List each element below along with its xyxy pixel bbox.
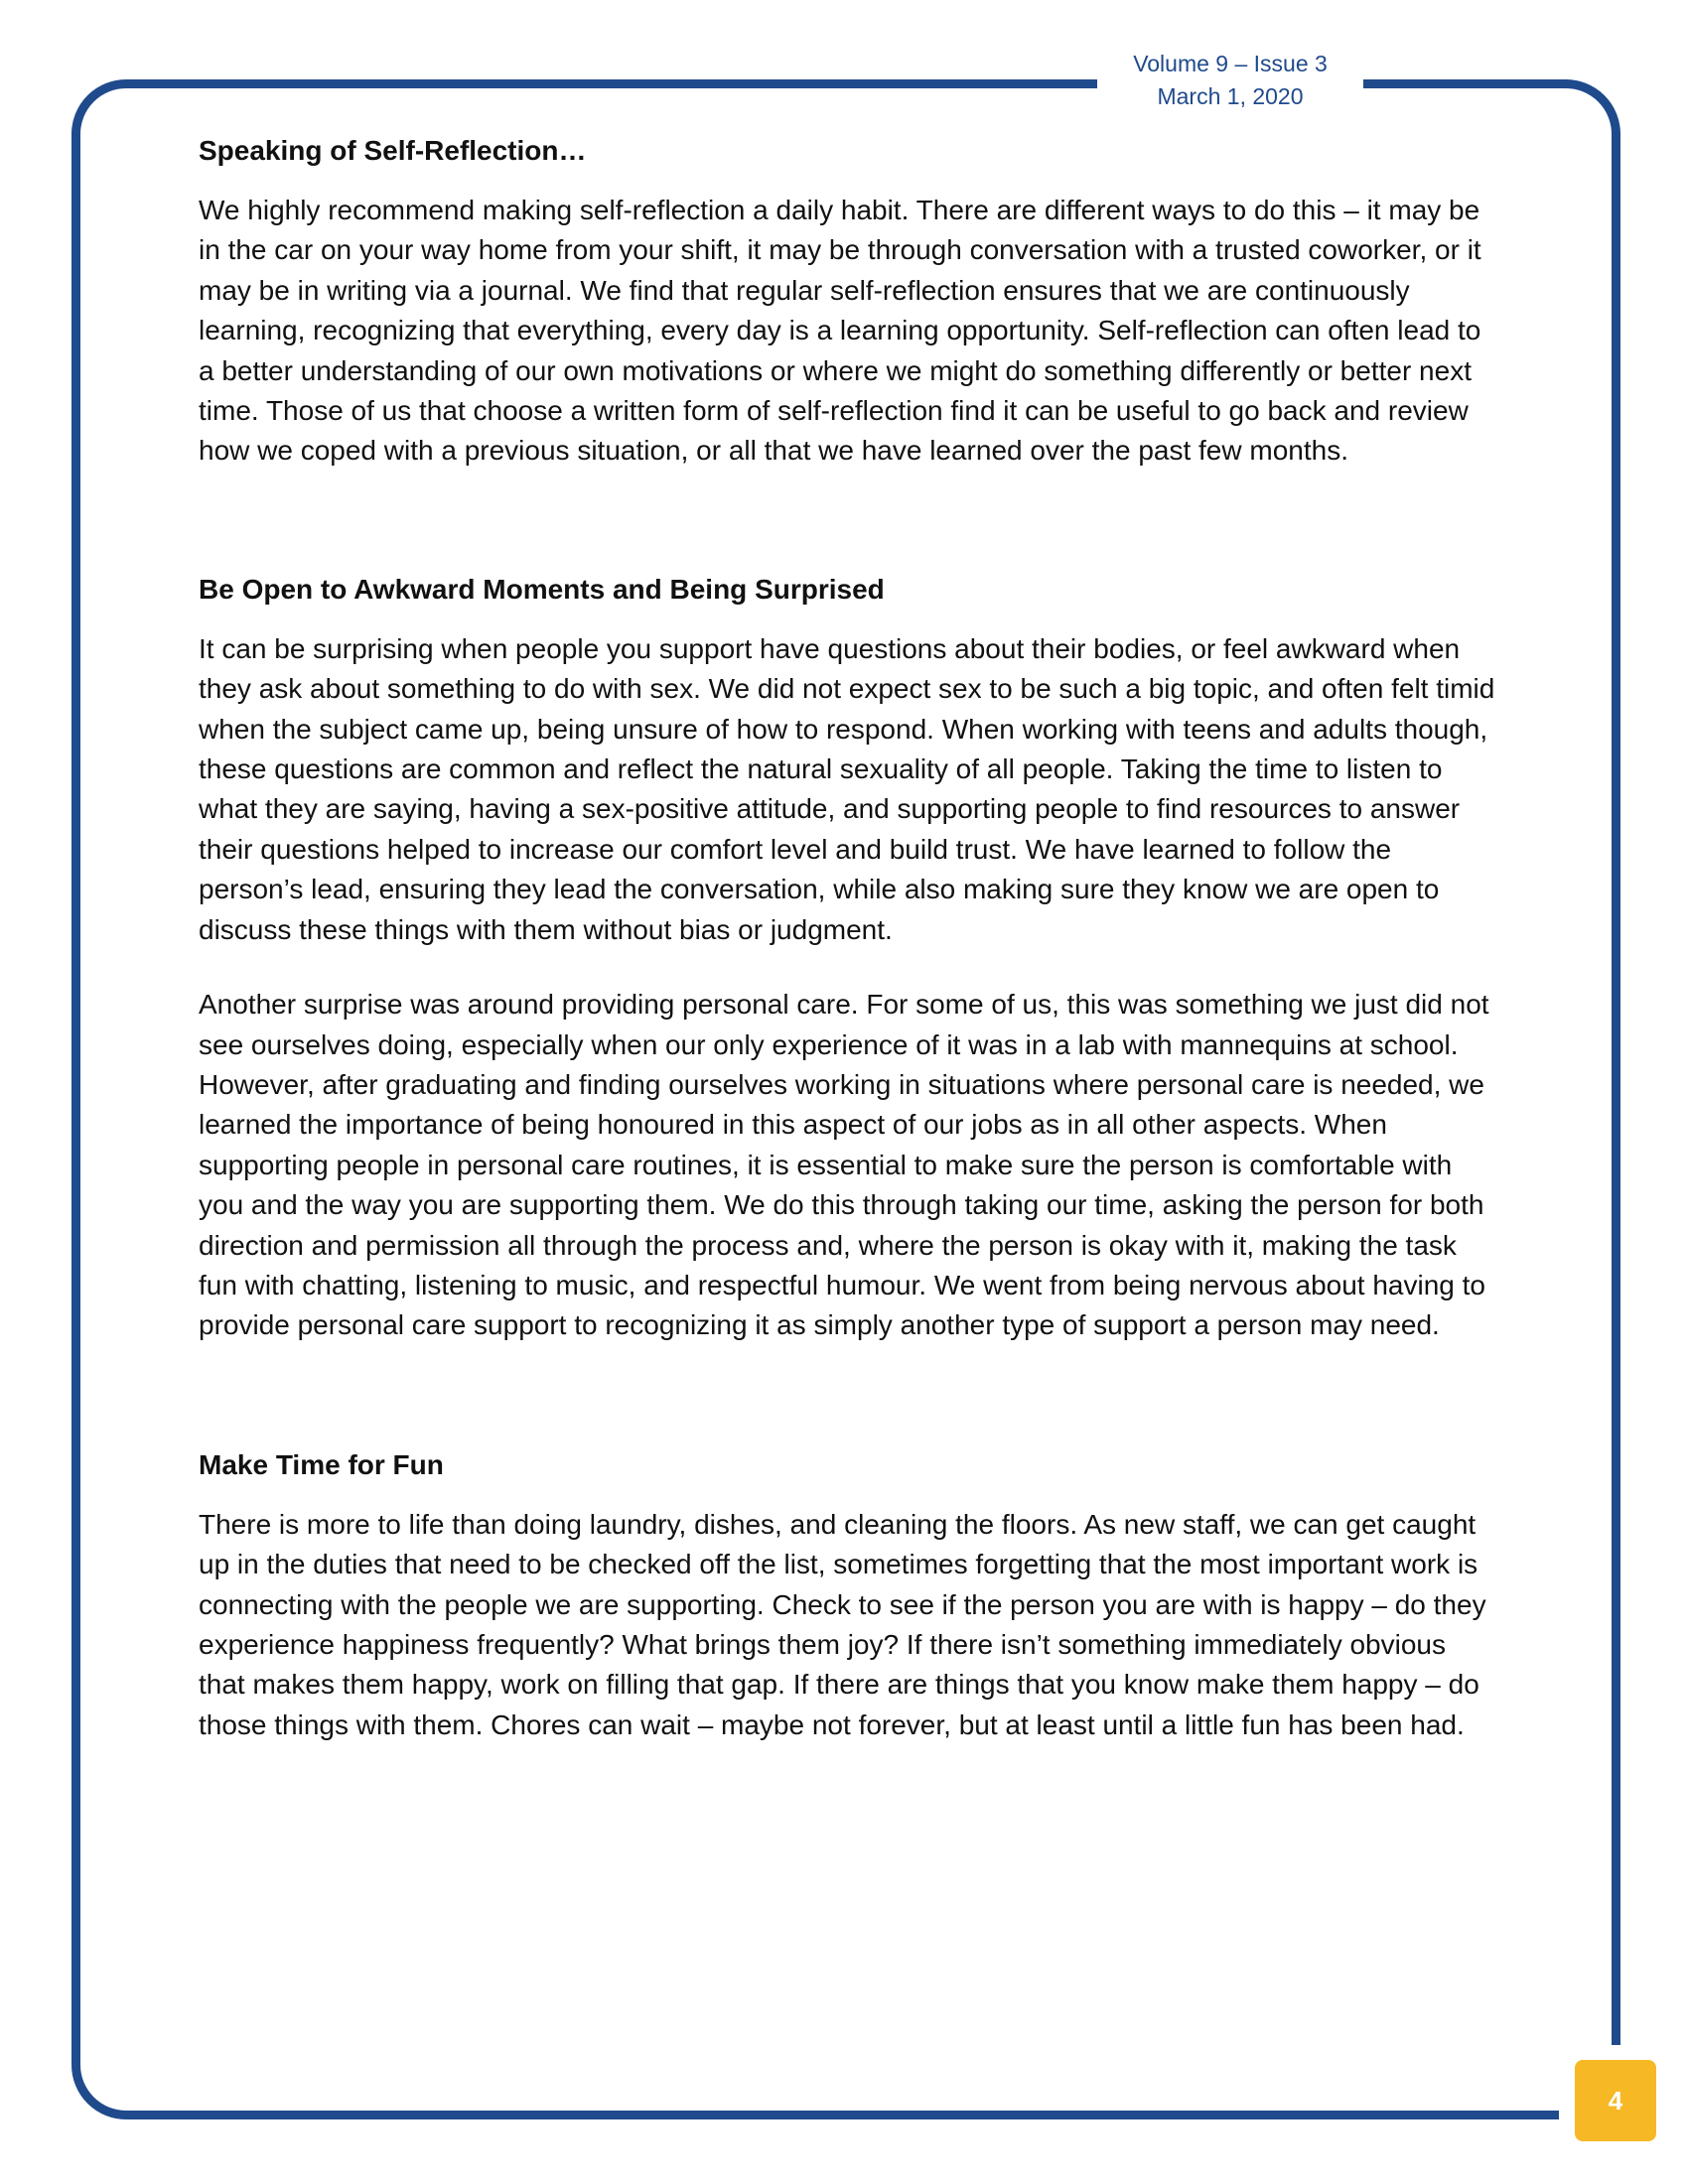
section-time-for-fun	[199, 1445, 1499, 1745]
section-self-reflection	[199, 131, 1499, 472]
paragraph: It can be surprising when people you support have questions about their bodies, or feel awkward when they ask about something to do with sex. We did not expect sex to be such a big topic, and often felt timid when the subject came up, being unsure of how to respond. When working with teens and adults though, these questions are common and reflect the natural sexuality of all people. Taking the time to listen to what they are saying, having a sex-positive attitude, and supporting people to find resources to answer their questions helped to increase our comfort level and build trust. We have learned to follow the person’s lead, ensuring they lead the conversation, while also making sure they know we are open to discuss these things with them without bias or judgment.	[199, 632, 1495, 945]
paragraph: We highly recommend making self-reflection a daily habit. There are different ways to do this – it may be in the car on your way home from your shift, it may be through conversation with a trusted coworker, or it may be in writing via a journal. We find that regular self-reflection ensures that we are continuously learning, recognizing that everything, every day is a learning opportunity. Self-reflection can often lead to a better understanding of our own motivations or where we might do something differently or better next time. Those of us that choose a written form of self-reflection find it can be useful to go back and review how we coped with a previous situation, or all that we have learned over the past few months.	[199, 195, 1481, 467]
paragraph: Another surprise was around providing personal care. For some of us, this was something we just did not see ourselves doing, especially when our only experience of it was in a lab with mannequins at school. However, after graduating and finding ourselves working in situations where personal care is needed, we learned the importance of being honoured in this aspect of our jobs as in all other aspects. When supporting people in personal care routines, it is essential to make sure the person is comfortable with you and the way you are supporting them. We do this through taking our time, asking the person for both direction and permission all through the process and, where the person is okay with it, making the task fun with chatting, listening to music, and respectful humour. We went from being nervous about having to provide personal care support to recognizing it as simply another type of support a person may need.	[199, 989, 1489, 1341]
section-heading: Speaking of Self-Reflection…	[199, 135, 587, 166]
issue-info	[1097, 48, 1363, 113]
volume-issue-label: Volume 9 – Issue 3	[1133, 51, 1328, 76]
section-awkward-moments	[199, 570, 1499, 1346]
section-heading: Be Open to Awkward Moments and Being Surprised	[199, 573, 885, 605]
page-number-badge: 4	[1575, 2060, 1656, 2141]
issue-date: March 1, 2020	[1157, 83, 1304, 109]
paragraph: There is more to life than doing laundry, dishes, and cleaning the floors. As new staff, we can get caught up in the duties that need to be checked off the list, sometimes forgetting that the most important work is connecting with the people we are supporting. Check to see if the person you are with is happy – do they experience happiness frequently? What brings them joy? If there isn’t something immediately obvious that makes them happy, work on filling that gap. If there are things that you know make them happy – do those things with them. Chores can wait – maybe not forever, but at least until a little fun has been had.	[199, 1508, 1486, 1740]
article-body	[199, 131, 1499, 1745]
section-heading: Make Time for Fun	[199, 1448, 444, 1480]
